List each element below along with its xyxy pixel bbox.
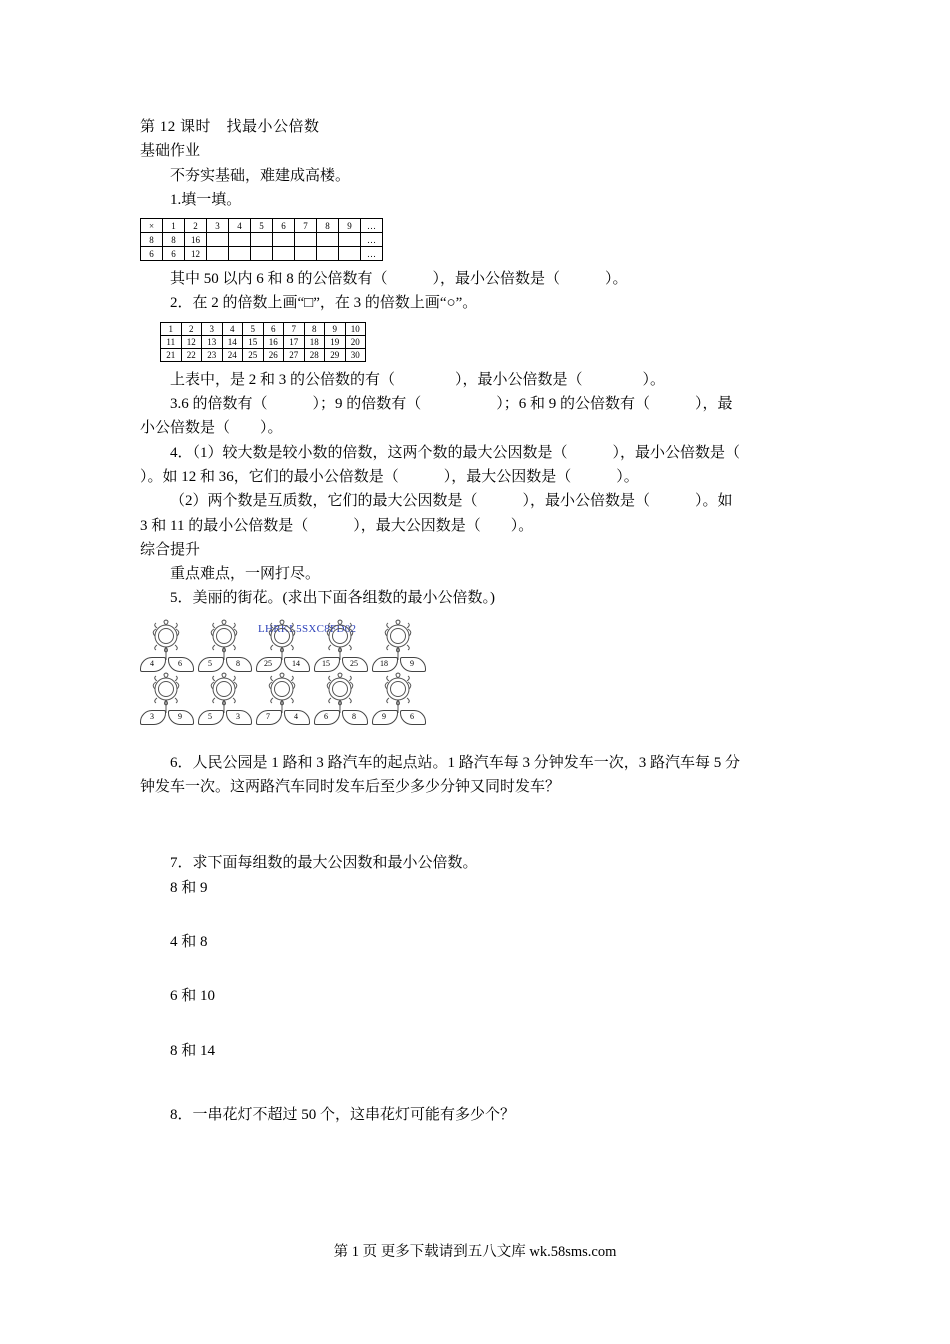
flower-icon xyxy=(202,672,246,714)
leaf-number: 9 xyxy=(382,711,386,721)
table-cell: 4 xyxy=(229,219,251,233)
table-row xyxy=(141,233,383,247)
watermark-text: LHRKL5SXC8FD02 xyxy=(258,622,357,635)
table-cell[interactable] xyxy=(339,247,361,261)
question-4-part1-cont: ）。如 12 和 36，它们的最小公倍数是（ ），最大公因数是（ ）。 xyxy=(140,468,639,485)
table-cell: … xyxy=(361,219,383,233)
leaf-left xyxy=(140,657,164,670)
answer-space-q6[interactable] xyxy=(140,799,820,851)
flower-icon xyxy=(376,672,420,714)
motto-basic: 不夯实基础，难建成高楼。 xyxy=(170,167,351,184)
question-5: 5．美丽的街花。(求出下面各组数的最小公倍数。) xyxy=(170,590,495,607)
leaf-right xyxy=(226,710,250,723)
table-cell: 2 xyxy=(185,219,207,233)
leaf-number: 25 xyxy=(350,658,358,668)
leaf-number: 9 xyxy=(410,658,414,668)
section-heading-advanced: 综合提升 xyxy=(140,541,201,558)
table-cell[interactable] xyxy=(229,247,251,261)
table-cell: 12 xyxy=(185,247,207,261)
table-cell[interactable]: 8 xyxy=(304,322,325,335)
flower-row-2 xyxy=(140,672,820,723)
table-cell[interactable] xyxy=(317,233,339,247)
question-4-part1: 4．（1）较大数是较小数的倍数，这两个数的最大公因数是（ ），最小公倍数是（ xyxy=(170,444,741,461)
question-3-cont: 小公倍数是（ ）。 xyxy=(140,420,283,437)
table-cell: 8 xyxy=(163,233,185,247)
leaf-number: 18 xyxy=(380,658,388,668)
flower-icon xyxy=(318,619,362,661)
table-cell[interactable] xyxy=(295,233,317,247)
question-4-part2: （2）两个数是互质数，它们的最大公因数是（ ），最小公倍数是（ ）。如 xyxy=(170,493,733,510)
table-cell[interactable]: 27 xyxy=(284,348,305,361)
leaf-number: 15 xyxy=(322,658,330,668)
table-cell: 16 xyxy=(185,233,207,247)
table-cell[interactable]: 20 xyxy=(345,335,366,348)
question-7-item: 8 和 9 xyxy=(170,879,208,896)
flower-item xyxy=(198,672,250,723)
leaf-left xyxy=(140,710,164,723)
table-cell[interactable]: 23 xyxy=(202,348,223,361)
leaf-right xyxy=(226,657,250,670)
flower-icon xyxy=(376,619,420,661)
question-6: 6．人民公园是 1 路和 3 路汽车的起点站。1 路汽车每 3 分钟发车一次，3 路汽车每 5 分 xyxy=(170,754,741,771)
number-grid-body xyxy=(161,322,366,361)
table-cell[interactable] xyxy=(317,247,339,261)
leaf-number: 5 xyxy=(208,658,212,668)
table-cell[interactable] xyxy=(273,233,295,247)
table-cell[interactable]: 22 xyxy=(181,348,202,361)
table-cell: × xyxy=(141,219,163,233)
table-cell[interactable]: 5 xyxy=(243,322,264,335)
flower-icon xyxy=(260,619,304,661)
flower-icon xyxy=(202,619,246,661)
table-cell: 1 xyxy=(163,219,185,233)
question-3: 3.6 的倍数有（ ）；9 的倍数有（ ）；6 和 9 的公倍数有（ ），最 xyxy=(170,396,733,413)
number-grid-table xyxy=(160,322,366,362)
flower-item xyxy=(314,619,366,670)
flower-item xyxy=(372,619,424,670)
question-7-item: 6 和 10 xyxy=(170,988,216,1005)
table-row xyxy=(141,219,383,233)
table-cell[interactable]: 11 xyxy=(161,335,182,348)
leaf-number: 8 xyxy=(352,711,356,721)
flower-row-1 xyxy=(140,619,820,670)
table-cell[interactable] xyxy=(339,233,361,247)
leaf-number: 7 xyxy=(266,711,270,721)
multiplication-table xyxy=(140,218,383,261)
leaf-number: 5 xyxy=(208,711,212,721)
leaf-left xyxy=(256,710,280,723)
question-1: 1.填一填。 xyxy=(170,191,242,208)
table-cell: 8 xyxy=(317,219,339,233)
table-cell: 3 xyxy=(207,219,229,233)
leaf-number: 6 xyxy=(178,658,182,668)
leaf-right xyxy=(284,657,308,670)
table-cell[interactable]: 25 xyxy=(243,348,264,361)
table-cell[interactable]: 14 xyxy=(222,335,243,348)
table-cell: 9 xyxy=(339,219,361,233)
leaf-number: 3 xyxy=(150,711,154,721)
leaf-number: 14 xyxy=(292,658,300,668)
table-cell[interactable]: 29 xyxy=(325,348,346,361)
table-cell[interactable]: 24 xyxy=(222,348,243,361)
table-cell[interactable]: 30 xyxy=(345,348,366,361)
leaf-left xyxy=(372,657,396,670)
table-row xyxy=(161,348,366,361)
table-cell[interactable]: 1 xyxy=(161,322,182,335)
table-cell[interactable] xyxy=(207,247,229,261)
leaf-left xyxy=(198,710,222,723)
leaf-right xyxy=(400,657,424,670)
table-cell[interactable]: 17 xyxy=(284,335,305,348)
question-7: 7．求下面每组数的最大公因数和最小公倍数。 xyxy=(170,855,478,872)
table-row xyxy=(161,335,366,348)
leaf-number: 8 xyxy=(236,658,240,668)
table-cell: 5 xyxy=(251,219,273,233)
question-2-followup: 上表中，是 2 和 3 的公倍数的有（ ），最小公倍数是（ ）。 xyxy=(170,371,666,388)
question-7-item: 4 和 8 xyxy=(170,933,208,950)
table-cell: 8 xyxy=(141,233,163,247)
flower-icon xyxy=(144,619,188,661)
table-cell[interactable]: 18 xyxy=(304,335,325,348)
leaf-left xyxy=(314,710,338,723)
table-cell[interactable]: 13 xyxy=(202,335,223,348)
flower-item xyxy=(256,619,308,670)
table-cell[interactable] xyxy=(251,233,273,247)
table-cell[interactable] xyxy=(251,247,273,261)
table-cell[interactable]: 26 xyxy=(263,348,284,361)
table-cell[interactable]: 21 xyxy=(161,348,182,361)
spacer xyxy=(140,727,820,751)
table-cell[interactable]: 2 xyxy=(181,322,202,335)
leaf-right xyxy=(168,710,192,723)
flower-item xyxy=(256,672,308,723)
motto-advanced: 重点难点，一网打尽。 xyxy=(170,566,321,583)
table-cell[interactable]: 15 xyxy=(243,335,264,348)
table-cell: 6 xyxy=(273,219,295,233)
section-heading-basic: 基础作业 xyxy=(140,143,201,160)
flower-item xyxy=(198,619,250,670)
table-cell[interactable]: 12 xyxy=(181,335,202,348)
leaf-right xyxy=(168,657,192,670)
leaf-right xyxy=(284,710,308,723)
flower-item xyxy=(140,672,192,723)
table-row xyxy=(161,322,366,335)
flower-icon xyxy=(260,672,304,714)
page-title: 第 12 课时 找最小公倍数 xyxy=(140,119,320,135)
table-cell[interactable]: 4 xyxy=(222,322,243,335)
question-7-item: 8 和 14 xyxy=(170,1042,216,1059)
multiplication-table-wrapper xyxy=(140,218,820,261)
table-cell[interactable]: 16 xyxy=(263,335,284,348)
table-cell[interactable]: 28 xyxy=(304,348,325,361)
multiplication-table-body xyxy=(141,219,383,261)
flower-icon xyxy=(318,672,362,714)
flower-item xyxy=(140,619,192,670)
question-1-followup: 其中 50 以内 6 和 8 的公倍数有（ ），最小公倍数是（ ）。 xyxy=(170,271,628,288)
table-cell[interactable]: 9 xyxy=(325,322,346,335)
leaf-left xyxy=(256,657,280,670)
leaf-left xyxy=(372,710,396,723)
leaf-right xyxy=(400,710,424,723)
leaf-right xyxy=(342,710,366,723)
question-8: 8．一串花灯不超过 50 个，这串花灯可能有多少个？ xyxy=(170,1106,516,1123)
table-cell[interactable] xyxy=(229,233,251,247)
table-cell[interactable]: 3 xyxy=(202,322,223,335)
table-cell: … xyxy=(361,247,383,261)
flower-icon xyxy=(144,672,188,714)
table-cell[interactable]: 7 xyxy=(284,322,305,335)
leaf-number: 4 xyxy=(294,711,298,721)
flower-illustration xyxy=(140,619,820,723)
leaf-left xyxy=(314,657,338,670)
question-2: 2．在 2 的倍数上画“□”，在 3 的倍数上画“○”。 xyxy=(170,295,478,312)
document-body xyxy=(140,115,820,1127)
leaf-number: 25 xyxy=(264,658,272,668)
leaf-number: 9 xyxy=(178,711,182,721)
leaf-number: 4 xyxy=(150,658,154,668)
table-cell[interactable]: 19 xyxy=(325,335,346,348)
hundred-grid-wrapper xyxy=(160,322,820,362)
table-cell: 6 xyxy=(141,247,163,261)
table-cell: 7 xyxy=(295,219,317,233)
table-row xyxy=(141,247,383,261)
leaf-number: 3 xyxy=(236,711,240,721)
table-cell[interactable]: 6 xyxy=(263,322,284,335)
table-cell: 6 xyxy=(163,247,185,261)
table-cell[interactable] xyxy=(207,233,229,247)
table-cell[interactable]: 10 xyxy=(345,322,366,335)
leaf-left xyxy=(198,657,222,670)
leaf-number: 6 xyxy=(324,711,328,721)
answer-space-q7[interactable] xyxy=(140,1063,820,1103)
leaf-right xyxy=(342,657,366,670)
question-4-part2-cont: 3 和 11 的最小公倍数是（ ），最大公因数是（ ）。 xyxy=(140,517,534,534)
leaf-number: 6 xyxy=(410,711,414,721)
flower-item xyxy=(372,672,424,723)
question-6-cont: 钟发车一次。这两路汽车同时发车后至少多少分钟又同时发车？ xyxy=(140,779,561,796)
page-footer: 第 1 页 更多下载请到五八文库 wk.58sms.com xyxy=(333,1244,617,1260)
table-cell: … xyxy=(361,233,383,247)
table-cell[interactable] xyxy=(295,247,317,261)
flower-item xyxy=(314,672,366,723)
table-cell[interactable] xyxy=(273,247,295,261)
